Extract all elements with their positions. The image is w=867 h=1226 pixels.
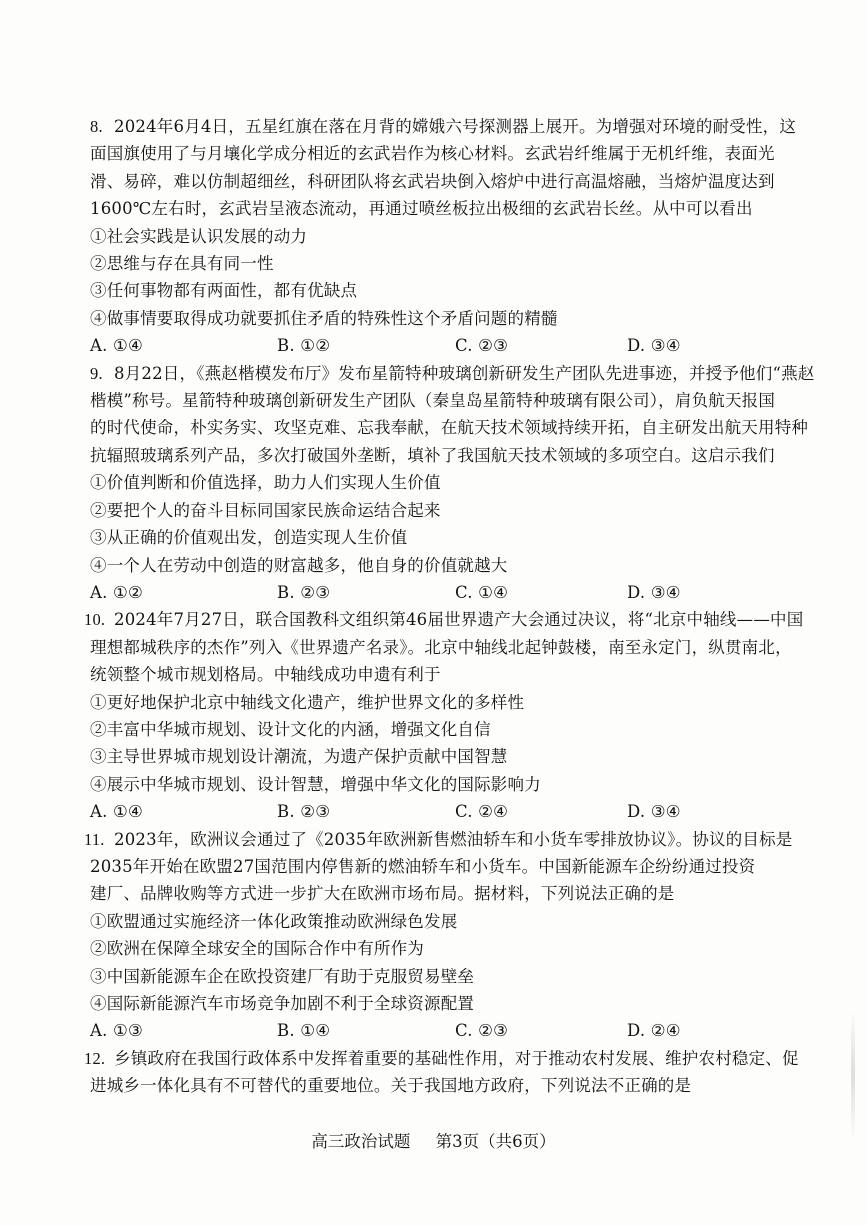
stem-text: 楷模”称号。星箭特种玻璃创新研发生产团队（秦皇岛星箭特种玻璃有限公司），肩负航天报国	[90, 391, 776, 411]
statement-option: ④一个人在劳动中创造的财富越多，他自身的价值就越大	[90, 555, 508, 575]
stem-text: 滑、易碎，难以仿制超细丝，科研团队将玄武岩块倒入熔炉中进行高温熔融，当熔炉温度达到	[90, 171, 775, 191]
answer-choices	[90, 332, 820, 359]
statement-option: ②要把个人的奋斗目标同国家民族命运结合起来	[90, 500, 441, 520]
answer-choice-b: B. ①④	[277, 1021, 331, 1041]
question-stem-line	[90, 880, 820, 907]
question-stem-line	[90, 387, 820, 414]
stem-text: 2023年，欧洲议会通过了《2035年欧洲新售燃油轿车和小货车零排放协议》。协议的目标是	[114, 829, 793, 849]
answer-choice-b: B. ②③	[277, 802, 331, 822]
stem-text: 2024年6月4日，五星红旗在落在月背的嫦娥六号探测器上展开。为增强对环境的耐受性，这	[114, 117, 797, 136]
question-number: 12.	[84, 1048, 106, 1068]
answer-choices	[90, 1017, 820, 1044]
question-stem-line	[90, 168, 820, 195]
statement-option: ②思维与存在具有同一性	[90, 254, 274, 274]
answer-choice-d: D. ③④	[627, 582, 681, 602]
statement-option: ③任何事物都有两面性，都有优缺点	[90, 281, 358, 301]
answer-choice-d: D. ②④	[627, 1021, 681, 1041]
statement-option: ④国际新能源汽车市场竞争加剧不利于全球资源配置	[90, 994, 475, 1013]
answer-choice-b: B. ②③	[277, 582, 331, 602]
question-stem-first-line	[66, 360, 820, 387]
question-stem-line	[90, 195, 820, 222]
statement-option: ①社会实践是认识发展的动力	[90, 226, 308, 246]
answer-choice-d: D. ③④	[627, 336, 681, 356]
stem-text: 的时代使命，朴实务实、攻坚克难、忘我奉献，在航天技术领域持续开拓，自主研发出航天用特种	[90, 418, 809, 438]
statement-option: ①价值判断和价值选择，助力人们实现人生价值	[90, 473, 441, 493]
question-number: 11.	[84, 829, 105, 849]
statement-option: ②丰富中华城市规划、设计文化的内涵，增强文化自信	[90, 719, 491, 739]
question-number: 8.	[90, 117, 103, 136]
question-stem-first-line	[66, 1045, 820, 1072]
question-number: 10.	[84, 610, 106, 630]
question-9	[90, 360, 820, 607]
statement-option: ④展示中华城市规划、设计智慧，增强中华文化的国际影响力	[90, 774, 541, 794]
question-stem-first-line	[66, 606, 820, 633]
question-stem-first-line	[66, 826, 820, 853]
question-stem-line	[90, 853, 820, 880]
stem-text: 2035年开始在欧盟27国范围内停售新的燃油轿车和小货车。中国新能源车企纷纷通过投资	[90, 856, 756, 876]
question-stem-first-line	[66, 113, 820, 140]
answer-choice-a: A. ①③	[90, 1021, 143, 1041]
answer-choice-c: C. ①④	[455, 582, 509, 602]
stem-text: 统领整个城市规划格局。中轴线成功申遗有利于	[90, 665, 441, 685]
answer-choices	[90, 798, 820, 825]
answer-choice-a: A. ①②	[90, 582, 143, 602]
statement-option: ③从正确的价值观出发，创造实现人生价值	[90, 528, 408, 548]
answer-choice-a: A. ①④	[90, 802, 143, 822]
question-stem-line	[90, 634, 820, 661]
stem-text: 面国旗使用了与月壤化学成分相近的玄武岩作为核心材料。玄武岩纤维属于无机纤维，表面光	[90, 144, 775, 164]
question-stem-line	[90, 661, 820, 688]
answer-choice-a: A. ①④	[90, 336, 143, 356]
statement-option: ③主导世界城市规划设计潮流，为遗产保护贡献中国智慧	[90, 747, 508, 767]
stem-text: 2024年7月27日，联合国教科文组织第46届世界遗产大会通过决议，将“北京中轴线——中国	[114, 610, 804, 630]
question-list	[84, 113, 820, 1100]
answer-choice-d: D. ③④	[627, 802, 681, 822]
question-stem-line	[90, 1072, 820, 1099]
question-stem-line	[90, 140, 820, 167]
footer-subject: 高三政治试题	[311, 1132, 411, 1151]
question-stem-line	[90, 414, 820, 441]
page-footer	[0, 1131, 867, 1153]
answer-choice-c: C. ②③	[455, 336, 509, 356]
stem-text: 8月22日，《燕赵楷模发布厅》发布星箭特种玻璃创新研发生产团队先进事迹，并授予他们“燕赵	[114, 363, 815, 383]
question-stem-line	[90, 442, 820, 469]
question-11	[84, 826, 820, 1045]
answer-choice-c: C. ②③	[455, 1021, 509, 1041]
scan-edge-shadow	[851, 1010, 855, 1140]
answer-choices	[90, 579, 820, 606]
stem-text: 理想都城秩序的杰作”列入《世界遗产名录》。北京中轴线北起钟鼓楼，南至永定门，纵贯南北，	[90, 637, 792, 657]
stem-text: 进城乡一体化具有不可替代的重要地位。关于我国地方政府，下列说法不正确的是	[90, 1076, 692, 1096]
answer-choice-c: C. ②④	[455, 802, 509, 822]
footer-page-number: 第3页（共6页）	[435, 1132, 556, 1151]
question-10	[84, 606, 820, 825]
statement-option: ①更好地保护北京中轴线文化遗产，维护世界文化的多样性	[90, 692, 525, 712]
stem-text: 建厂、品牌收购等方式进一步扩大在欧洲市场布局。据材料，下列说法正确的是	[90, 884, 675, 904]
answer-choice-b: B. ①②	[277, 336, 331, 356]
question-8	[90, 113, 820, 360]
stem-text: 乡镇政府在我国行政体系中发挥着重要的基础性作用，对于推动农村发展、维护农村稳定、促	[114, 1048, 799, 1068]
statement-option: ④做事情要取得成功就要抓住矛盾的特殊性这个矛盾问题的精髓	[90, 308, 558, 328]
question-12	[84, 1045, 820, 1100]
question-number: 9.	[90, 363, 103, 383]
statement-option: ③中国新能源车企在欧投资建厂有助于克服贸易壁垒	[90, 966, 475, 986]
stem-text: 抗辐照玻璃系列产品，多次打破国外垄断，填补了我国航天技术领域的多项空白。这启示我们	[90, 445, 775, 465]
statement-option: ②欧洲在保障全球安全的国际合作中有所作为	[90, 939, 424, 959]
statement-option: ①欧盟通过实施经济一体化政策推动欧洲绿色发展	[90, 911, 458, 931]
stem-text: 1600℃左右时，玄武岩呈液态流动，再通过喷丝板拉出极细的玄武岩长丝。从中可以看出	[90, 199, 753, 219]
